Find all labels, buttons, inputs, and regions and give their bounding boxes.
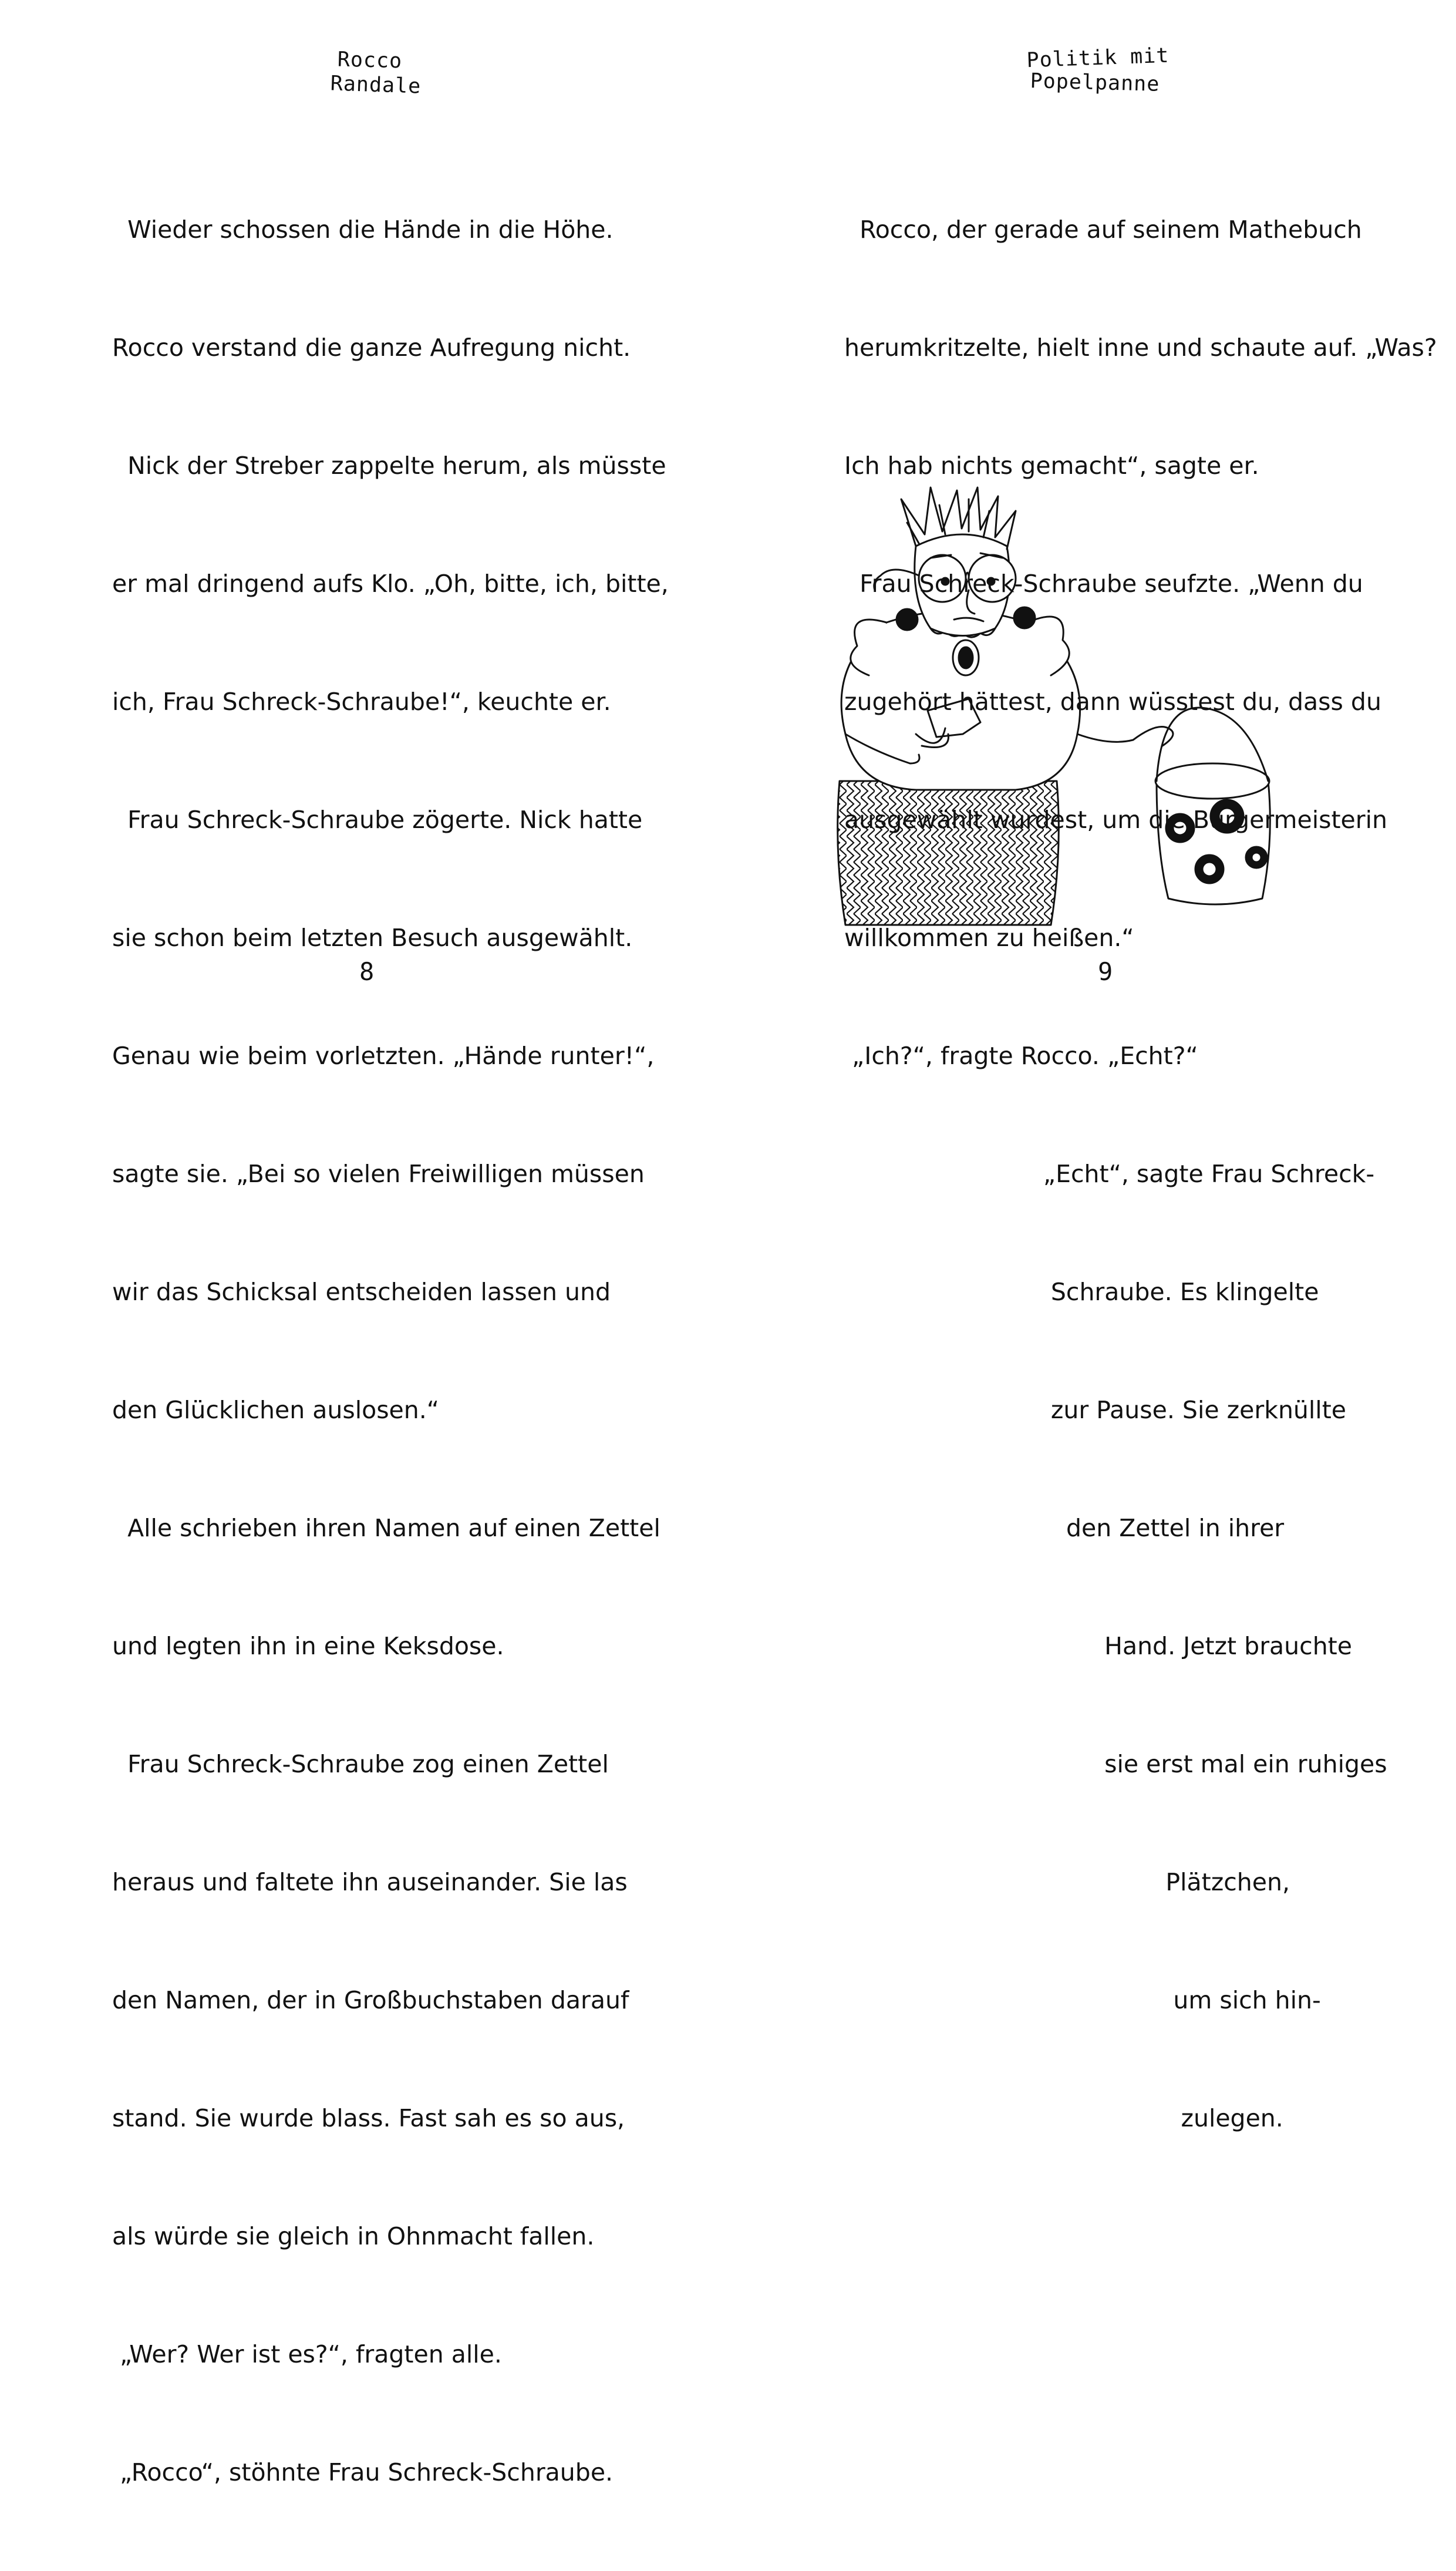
text-line: er mal dringend aufs Klo. „Oh, bitte, ich, bitte, bbox=[112, 570, 669, 598]
text-line: zur Pause. Sie zerknüllte bbox=[844, 1396, 1346, 1424]
text-line: zugehört hättest, dann wüsstest du, dass du bbox=[844, 688, 1381, 716]
text-line: sie schon beim letzten Besuch ausgewählt. bbox=[112, 924, 633, 952]
page-number: 8 bbox=[359, 957, 375, 986]
header-line: Randale bbox=[330, 72, 422, 99]
body-text-left bbox=[112, 132, 669, 2571]
text-line: ausgewählt wurdest, um die Bürgermeisterin bbox=[844, 806, 1387, 834]
page-number: 9 bbox=[1098, 957, 1113, 986]
text-line: „Wer? Wer ist es?“, fragten alle. bbox=[112, 2340, 502, 2368]
text-line: Genau wie beim vorletzten. „Hände runter!“, bbox=[112, 1042, 655, 1070]
text-line: sagte sie. „Bei so vielen Freiwilligen müssen bbox=[112, 1160, 645, 1188]
text-line: den Glücklichen auslosen.“ bbox=[112, 1396, 440, 1424]
text-line: willkommen zu heißen.“ bbox=[844, 924, 1134, 952]
text-line: den Namen, der in Großbuchstaben darauf bbox=[112, 1986, 629, 2014]
text-line: „Ich?“, fragte Rocco. „Echt?“ bbox=[844, 1042, 1198, 1070]
text-line: Ich hab nichts gemacht“, sagte er. bbox=[844, 452, 1259, 480]
text-line: herumkritzelte, hielt inne und schaute auf. „Was? bbox=[844, 334, 1437, 362]
text-line: Frau Schreck-Schraube zog einen Zettel bbox=[112, 1750, 609, 1778]
text-line: „Echt“, sagte Frau Schreck- bbox=[844, 1160, 1375, 1188]
text-line: sie erst mal ein ruhiges bbox=[844, 1750, 1387, 1778]
text-line: stand. Sie wurde blass. Fast sah es so aus, bbox=[112, 2104, 625, 2132]
body-text-right bbox=[844, 132, 1437, 2217]
text-line: „Rocco“, stöhnte Frau Schreck-Schraube. bbox=[112, 2458, 614, 2486]
text-line: Rocco verstand die ganze Aufregung nicht. bbox=[112, 334, 631, 362]
text-line: und legten ihn in eine Keksdose. bbox=[112, 1632, 504, 1660]
text-line: Hand. Jetzt brauchte bbox=[844, 1632, 1352, 1660]
text-line: Alle schrieben ihren Namen auf einen Zettel bbox=[112, 1514, 660, 1542]
text-line: Wieder schossen die Hände in die Höhe. bbox=[112, 216, 614, 244]
text-line: um sich hin- bbox=[844, 1986, 1321, 2014]
right-page bbox=[728, 0, 1456, 2132]
text-line: Nick der Streber zappelte herum, als müsste bbox=[112, 452, 666, 480]
text-line: Frau Schreck-Schraube seufzte. „Wenn du bbox=[844, 570, 1363, 598]
text-line: heraus und faltete ihn auseinander. Sie las bbox=[112, 1868, 628, 1896]
left-page bbox=[0, 0, 728, 2486]
text-line: den Zettel in ihrer bbox=[844, 1514, 1285, 1542]
text-line: wir das Schicksal entscheiden lassen und bbox=[112, 1278, 611, 1306]
running-header-left bbox=[311, 48, 429, 97]
text-line: ich, Frau Schreck-Schraube!“, keuchte er. bbox=[112, 688, 611, 716]
header-line: Popelpanne bbox=[1030, 69, 1160, 96]
running-header-right bbox=[1019, 43, 1171, 96]
header-line: Rocco bbox=[337, 48, 403, 73]
text-line: Rocco, der gerade auf seinem Mathebuch bbox=[844, 216, 1362, 244]
header-line: Politik mit bbox=[1026, 43, 1170, 73]
text-line: zulegen. bbox=[844, 2104, 1283, 2132]
text-line: Frau Schreck-Schraube zögerte. Nick hatte bbox=[112, 806, 643, 834]
text-line: Plätzchen, bbox=[844, 1868, 1290, 1896]
text-line: als würde sie gleich in Ohnmacht fallen. bbox=[112, 2222, 595, 2250]
text-line: Schraube. Es klingelte bbox=[844, 1278, 1319, 1306]
